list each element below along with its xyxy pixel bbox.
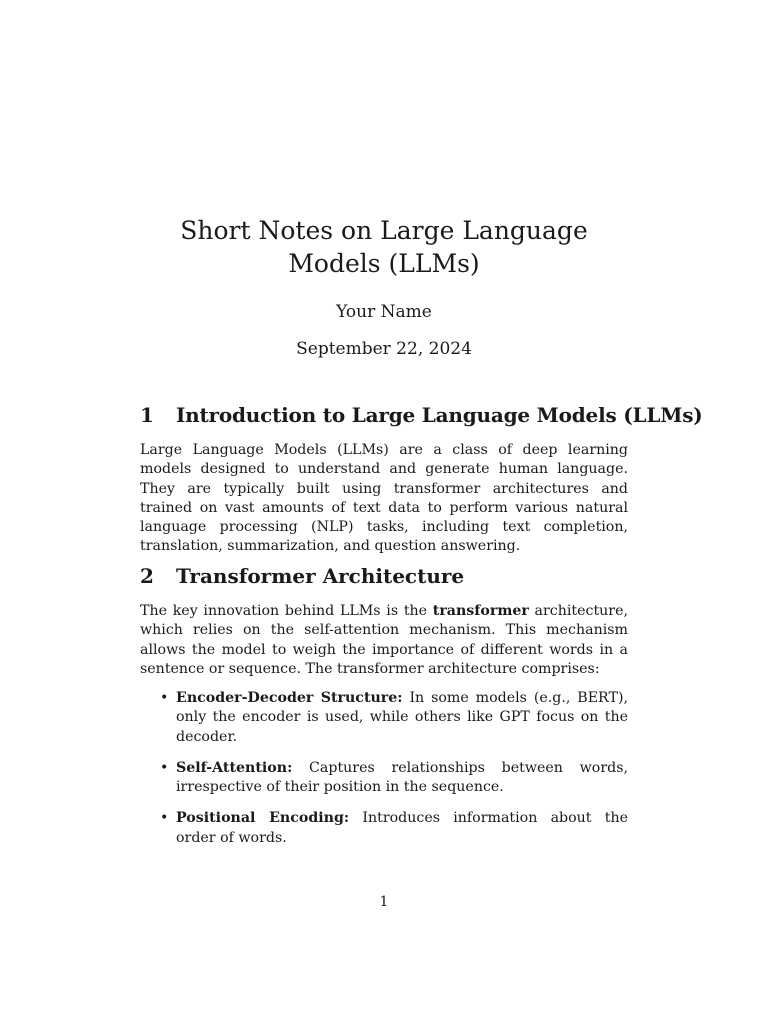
document-author: Your Name [336,302,432,322]
list-item-term: Encoder-Decoder Structure: [176,690,403,706]
section-1-paragraph: Large Language Models (LLMs) are a class of deep learning models designed to understand and generate human language. They are typically built using transformer architectures and trained on vast amounts of text data to perform various natural language processing (NLP) tasks, including text completion, translation, summarization, and question answering. [140,442,628,555]
list-item-text: Introduces information about the order of words. [176,810,628,846]
list-item [140,809,628,848]
list-item-text: Captures relationships between words, irrespective of their position in the sequence. [176,759,628,796]
bullet-icon: • [160,690,169,706]
bullet-icon: • [160,810,169,827]
page-number: 1 [379,894,389,910]
list-item [140,759,628,798]
section-title: Transformer Architecture [176,564,465,588]
paragraph-text: The key innovation behind LLMs is the [140,603,433,619]
bold-term: transformer [432,603,529,619]
list-item-term: Positional Encoding: [176,810,350,827]
paragraph-text: architecture, which relies on the self-attention mechanism. This mechanism allows the model to weigh the importance of different words in a sentence or sequence. The transformer architecture comprises: [140,603,628,677]
section-2-paragraph [140,602,628,679]
list-item-term: Self-Attention: [176,759,293,776]
section-title: Introduction to Large Language Models (LLMs) [176,403,703,427]
section-number: 2 [140,564,154,588]
transformer-components-list [140,689,628,860]
section-heading-2 [140,562,464,590]
section-heading-1 [140,401,703,429]
bullet-icon: • [160,759,169,776]
section-number: 1 [140,403,154,427]
document-title: Short Notes on Large Language Models (LLMs) [180,216,588,278]
document-date: September 22, 2024 [296,339,472,359]
list-item [140,689,628,747]
list-item-text: In some models (e.g., BERT), only the encoder is used, while others like GPT focus on the decoder. [176,690,628,745]
